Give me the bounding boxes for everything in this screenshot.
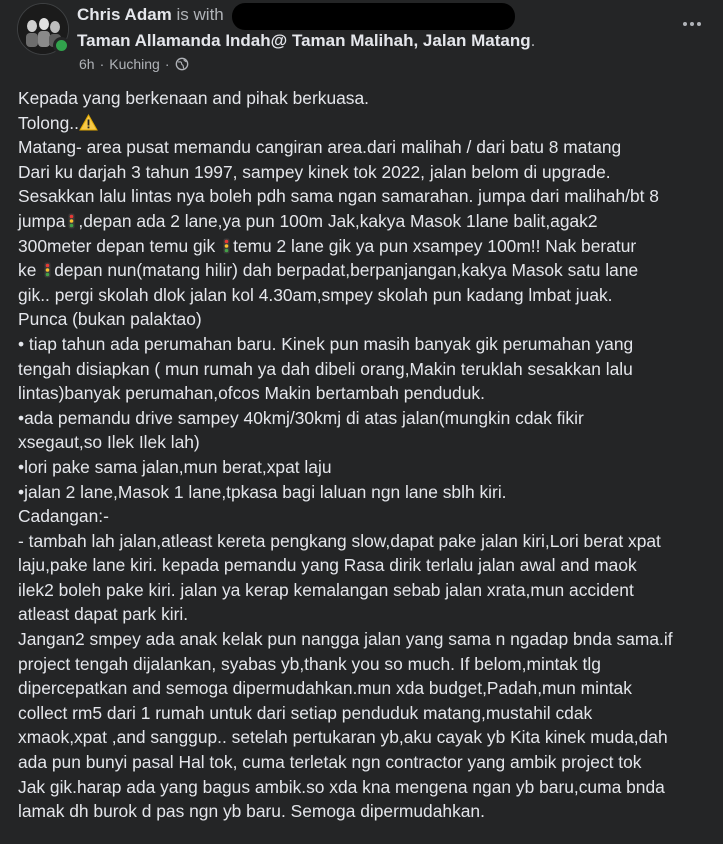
author-name[interactable]: Chris Adam — [77, 5, 172, 24]
post-line: •ada pemandu drive sampey 40kmj/30kmj di atas jalan(mungkin cdak fikir — [18, 407, 584, 428]
post-line: dipercepatkan and semoga dipermudahkan.mun xda budget,Padah,mun mintak — [18, 678, 632, 699]
post-line: lintas)banyak perumahan,ofcos Makin bertambah penduduk. — [18, 383, 485, 404]
post-time[interactable]: 6h — [79, 56, 95, 72]
post-meta — [79, 55, 189, 73]
post-line: Kepada yang berkenaan and pihak berkuasa. — [18, 88, 369, 108]
post-body — [18, 86, 718, 824]
post-line: lamak dh burok d pas ngn yb baru. Semoga dipermudahkan. — [18, 801, 485, 822]
post-line: •lori pake sama jalan,mun berat,xpat laju — [18, 456, 332, 477]
location-period: . — [530, 31, 536, 50]
post-line: Sesakkan lalu lintas nya boleh pdh sama ngan samarahan. jumpa dari malihah/bt 8 — [18, 186, 659, 207]
post-line: - tambah lah jalan,atleast kereta pengkang slow,dapat pake jalan kiri,Lori berat xpat — [18, 530, 661, 551]
post-line: collect rm5 dari 1 rumah untuk dari setiap penduduk matang,mustahil cdak — [18, 702, 593, 723]
warning-icon — [79, 114, 98, 131]
post-place[interactable]: Kuching — [109, 56, 160, 72]
post-line: Cadangan:- — [18, 506, 109, 527]
post-line: Jak gik.harap ada yang bagus ambik.so xda kna mengena ngan yb baru,cuma bnda — [18, 776, 665, 797]
post-line: xsegaut,so Ilek Ilek lah) — [18, 432, 200, 453]
post-line — [18, 209, 718, 234]
post-line-text: 300meter depan temu gik — [18, 235, 216, 256]
post-line-text: ,depan ada 2 lane,ya pun 100m Jak,kakya Masok 1lane balit,agak2 — [78, 210, 598, 231]
post-line-text: jumpa — [18, 210, 66, 231]
globe-icon[interactable] — [175, 57, 189, 71]
traffic-light-icon — [68, 213, 75, 229]
post-line-text: Tolong.. — [18, 112, 79, 133]
post-line-text: ke — [18, 260, 37, 281]
post-line: atleast dapat park kiri. — [18, 604, 189, 625]
post-line: ilek2 boleh pake kiri. jalan ya kerap kemalangan sebab jalan xrata,mun accident — [18, 579, 634, 600]
post-line: Matang- area pusat memandu cangiran area.dari malihah / dari batu 8 matang — [18, 137, 622, 158]
post-line: Dari ku darjah 3 tahun 1997, sampey kinek tok 2022, jalan belom di upgrade. — [18, 161, 611, 182]
traffic-light-icon — [44, 262, 51, 278]
post-line: laju,pake lane kiri. kepada pemandu yang Rasa dirik terlalu jalan awal and maok — [18, 555, 637, 576]
online-status-dot — [53, 37, 70, 54]
post-line: xmaok,xpat ,and sanggup.. setelah pertukaran yb,aku cayak yb Kita kinek muda,dah — [18, 727, 668, 748]
post-line: Punca (bukan palaktao) — [18, 309, 202, 330]
post-line — [18, 258, 718, 283]
location-link[interactable]: Taman Allamanda Indah@ Taman Malihah, Jalan Matang — [77, 31, 531, 50]
more-horizontal-icon-dot — [697, 22, 701, 26]
post-line: Jangan2 smpey ada anak kelak pun nangga jalan yang sama n ngadap bnda sama.if — [18, 629, 673, 650]
post-line: •jalan 2 lane,Masok 1 lane,tpkasa bagi laluan ngn lane sblh kiri. — [18, 481, 507, 502]
post-line-text: temu 2 lane gik ya pun xsampey 100m!! Nak beratur — [233, 235, 637, 256]
post-line: ada pun bunyi pasal Hal tok, cuma terletak ngn contractor yang ambik project tok — [18, 752, 642, 773]
post-line: project tengah dijalankan, syabas yb,thank you so much. If belom,mintak tlg — [18, 653, 601, 674]
more-horizontal-icon-dot — [683, 22, 687, 26]
post-line: tengah disiapkan ( mun rumah ya dah dibeli orang,Makin teruklah sesakkan lalu — [18, 358, 633, 379]
post-line — [18, 111, 718, 136]
post-line: gik.. pergi skolah dlok jalan kol 4.30am,smpey skolah pun kadang lmbat juak. — [18, 284, 613, 305]
meta-separator-2: · — [164, 56, 170, 72]
post-line — [18, 234, 718, 259]
post-header-line — [77, 4, 224, 26]
traffic-light-icon — [223, 238, 230, 254]
location-line — [77, 30, 535, 52]
meta-separator: · — [99, 56, 105, 72]
post-line-text: depan nun(matang hilir) dah berpadat,berpanjangan,kakya Masok satu lane — [54, 260, 639, 281]
post-line: • tiap tahun ada perumahan baru. Kinek pun masih banyak gik perumahan yang — [18, 333, 634, 354]
more-horizontal-icon-dot — [690, 22, 694, 26]
more-options-button[interactable] — [680, 12, 704, 36]
with-text: is with — [176, 5, 224, 24]
redacted-tag-block — [232, 3, 515, 30]
